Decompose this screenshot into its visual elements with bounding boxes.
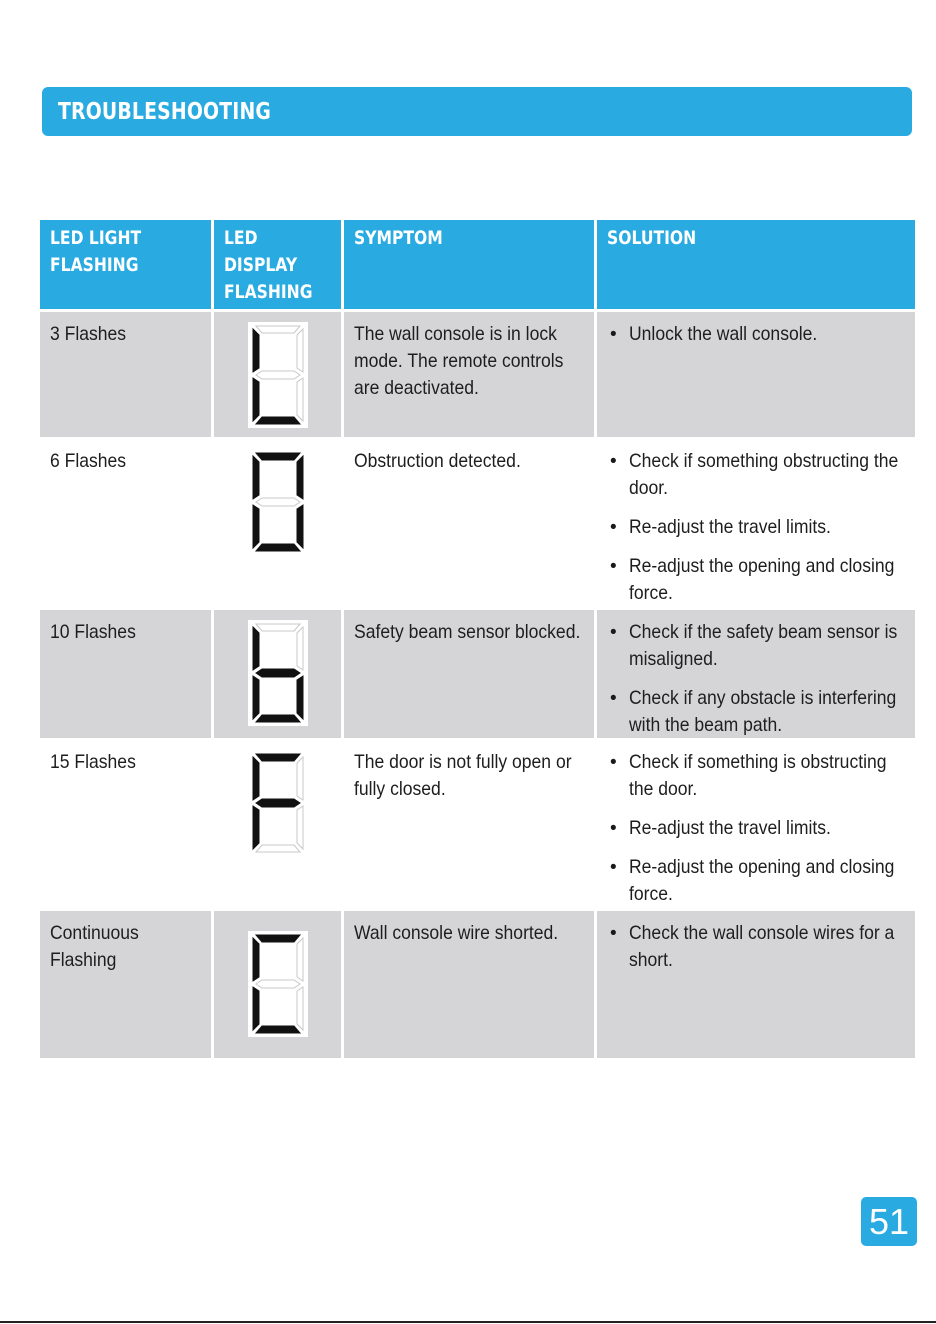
segment-a-off — [256, 624, 300, 631]
segment-d-on — [256, 417, 300, 424]
solution-list — [607, 619, 905, 739]
segment-a-on — [256, 453, 300, 460]
segment-c-off — [297, 378, 303, 421]
segment-e-on — [253, 676, 259, 719]
segment-c-off — [297, 987, 303, 1030]
seven-segment-display-icon — [246, 931, 310, 1037]
segment-e-on — [253, 378, 259, 421]
segment-a-on — [256, 935, 300, 942]
segment-b-off — [297, 329, 303, 372]
solution-item: • Check if something is obstructing the door. — [610, 751, 887, 800]
segment-f-on — [253, 757, 259, 800]
segment-f-on — [253, 627, 259, 670]
header-led-display: LED DISPLAY FLASHING — [214, 220, 341, 309]
segment-a-off — [256, 326, 300, 333]
symptom-text: Obstruction detected. — [354, 450, 521, 472]
seven-segment-display-icon — [246, 620, 310, 726]
segment-c-off — [297, 806, 303, 849]
page-number-badge — [861, 1197, 917, 1246]
led-light-text: 3 Flashes — [50, 323, 127, 345]
seven-segment-display-icon — [246, 449, 310, 555]
led-light-text: 6 Flashes — [50, 450, 127, 472]
symptom-text: Wall console wire shorted. — [354, 922, 559, 944]
segment-b-off — [297, 938, 303, 981]
segment-d-on — [256, 715, 300, 722]
seven-segment-glyph — [246, 931, 310, 1037]
table-row — [40, 911, 915, 1058]
segment-d-on — [256, 544, 300, 551]
segment-f-on — [253, 329, 259, 372]
table-row — [40, 312, 915, 437]
symptom-text: The wall console is in lock mode. The remote controls are deactivated. — [354, 323, 564, 399]
bottom-rule — [0, 1321, 936, 1323]
symptom-text: Safety beam sensor blocked. — [354, 621, 581, 643]
solution-list — [607, 749, 905, 908]
solution-item: • Check if the safety beam sensor is misaligned. — [610, 621, 898, 670]
solution-list — [607, 448, 905, 607]
solution-item: • Re-adjust the opening and closing force. — [610, 856, 895, 905]
segment-f-on — [253, 456, 259, 499]
symptom-text: The door is not fully open or fully closed. — [354, 751, 572, 800]
segment-d-on — [256, 1026, 300, 1033]
solution-list — [607, 321, 905, 348]
seven-segment-display-icon — [246, 750, 310, 856]
table-header-row — [40, 220, 915, 309]
page-number: 51 — [868, 1201, 910, 1242]
header-solution: SOLUTION — [597, 220, 915, 309]
header-symptom: SYMPTOM — [344, 220, 594, 309]
solution-item: • Check if any obstacle is interfering with the beam path. — [610, 687, 897, 736]
segment-e-on — [253, 987, 259, 1030]
segment-g-on — [256, 669, 300, 677]
led-light-text: 10 Flashes — [50, 621, 136, 643]
segment-c-on — [297, 676, 303, 719]
segment-b-off — [297, 757, 303, 800]
segment-e-on — [253, 806, 259, 849]
segment-d-off — [256, 845, 300, 852]
table-row — [40, 740, 915, 909]
segment-g-off — [256, 498, 300, 506]
solution-list — [607, 920, 905, 974]
seven-segment-glyph — [246, 750, 310, 856]
solution-item: • Check if something obstructing the door. — [610, 450, 899, 499]
solution-item: • Check the wall console wires for a short. — [610, 922, 895, 971]
solution-item: • Re-adjust the travel limits. — [610, 817, 831, 839]
segment-e-on — [253, 505, 259, 548]
solution-item: • Unlock the wall console. — [610, 323, 818, 345]
table-row — [40, 439, 915, 608]
seven-segment-display-icon — [246, 322, 310, 428]
segment-f-on — [253, 938, 259, 981]
segment-g-on — [256, 799, 300, 807]
section-title: TROUBLESHOOTING — [58, 99, 272, 125]
segment-c-on — [297, 505, 303, 548]
led-light-text: 15 Flashes — [50, 751, 136, 773]
solution-item: • Re-adjust the travel limits. — [610, 516, 831, 538]
led-light-text: Continuous Flashing — [50, 922, 139, 971]
seven-segment-glyph — [246, 322, 310, 428]
segment-g-off — [256, 371, 300, 379]
table-row — [40, 610, 915, 738]
segment-b-off — [297, 627, 303, 670]
seven-segment-glyph — [246, 620, 310, 726]
section-banner — [42, 87, 912, 136]
segment-a-on — [256, 754, 300, 761]
header-led-light: LED LIGHT FLASHING — [40, 220, 211, 309]
segment-g-off — [256, 980, 300, 988]
seven-segment-glyph — [246, 449, 310, 555]
segment-b-on — [297, 456, 303, 499]
solution-item: • Re-adjust the opening and closing force. — [610, 555, 895, 604]
